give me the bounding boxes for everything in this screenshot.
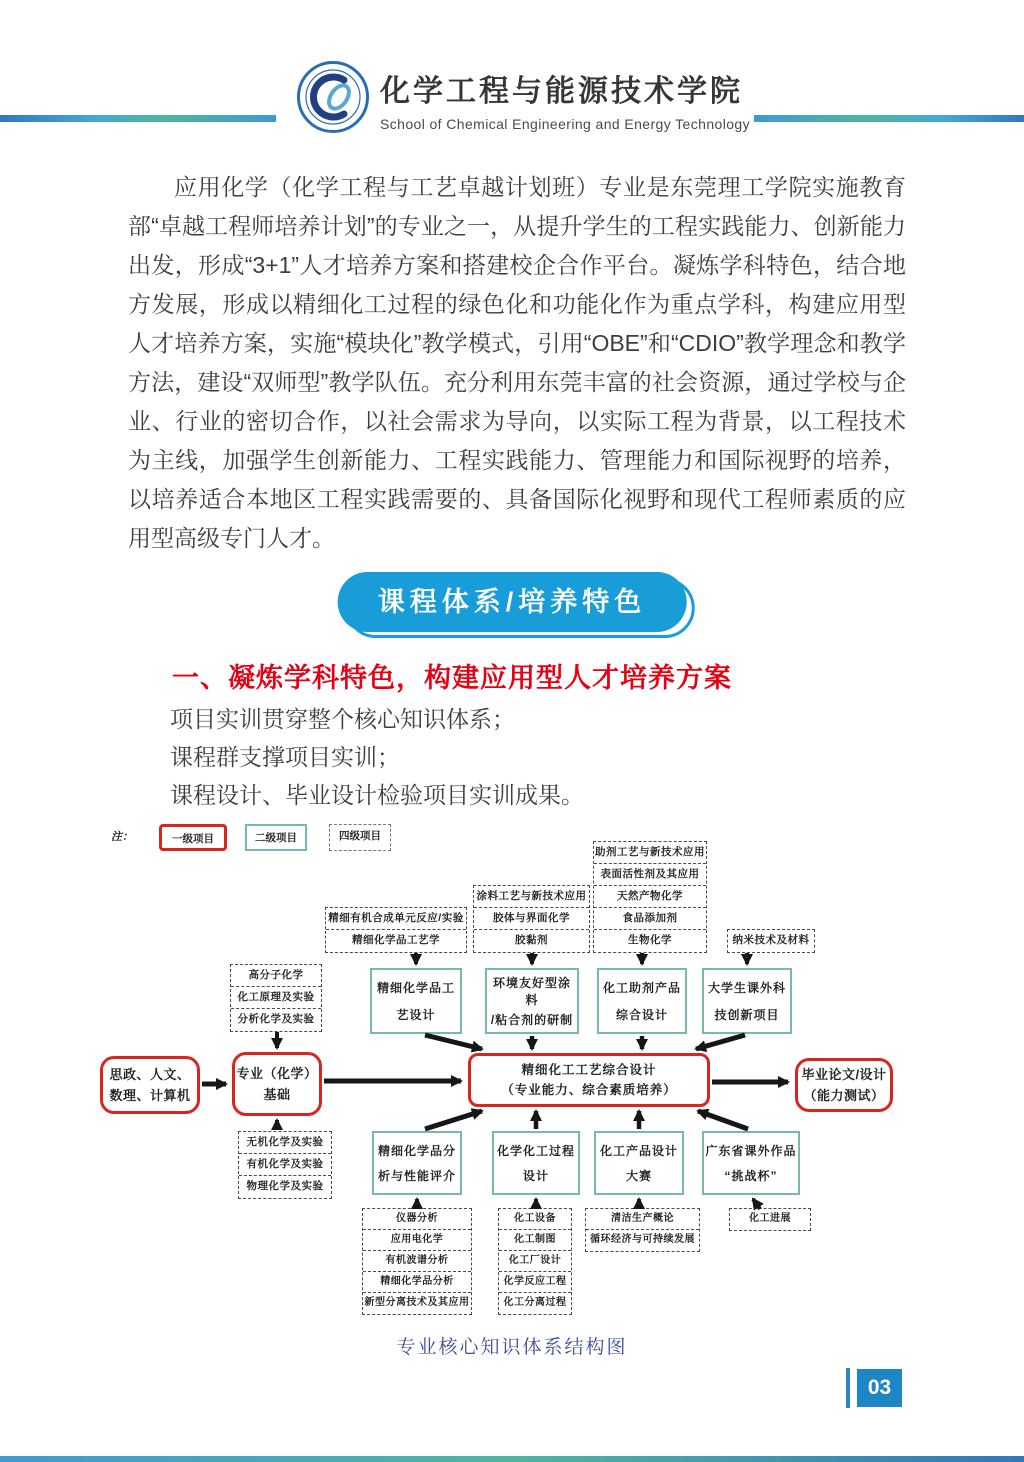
box-line: 技创新项目 bbox=[714, 1007, 780, 1022]
box-line: 广东省课外作品 bbox=[705, 1143, 797, 1158]
course-row: 纳米技术及材料 bbox=[732, 934, 810, 946]
course-row: 高分子化学 bbox=[231, 965, 321, 987]
course-row: 精细有机合成单元反应/实验 bbox=[326, 908, 466, 930]
course-row: 化工进展 bbox=[749, 1213, 791, 1224]
course-row: 精细化学品分析 bbox=[363, 1272, 471, 1293]
course-row: 化工制图 bbox=[499, 1230, 571, 1251]
box-line: 析与性能评介 bbox=[377, 1169, 456, 1184]
box-line: 化学化工过程 bbox=[496, 1143, 575, 1158]
stack-basic-chem bbox=[238, 1131, 332, 1199]
level2-process-design bbox=[370, 968, 462, 1034]
course-row: 分析化学及实验 bbox=[237, 1013, 315, 1025]
box-line: 设计 bbox=[522, 1169, 549, 1184]
level2-student-innovation bbox=[702, 968, 792, 1034]
section-bullets bbox=[170, 700, 584, 814]
box-line: 精细化学品分 bbox=[377, 1143, 456, 1158]
bottom-edge-strip bbox=[0, 1456, 1024, 1462]
course-row: 仪器分析 bbox=[363, 1209, 471, 1230]
page-number-badge: 03 bbox=[857, 1369, 902, 1407]
legend-level1: 一级项目 bbox=[159, 824, 227, 851]
box-line: 精细化学品工 bbox=[376, 981, 455, 996]
level2-auxiliary-products bbox=[597, 968, 687, 1034]
course-row: 循环经济与可持续发展 bbox=[590, 1234, 695, 1245]
stack-equipment bbox=[498, 1208, 572, 1315]
course-row: 胶黏剂 bbox=[515, 934, 548, 946]
course-row: 化工设备 bbox=[499, 1209, 571, 1230]
bullet-line: 课程群支撑项目实训； bbox=[170, 744, 400, 770]
level1-central-design bbox=[468, 1053, 710, 1107]
course-row: 天然产物化学 bbox=[594, 886, 706, 908]
box-line: 毕业论文/设计 bbox=[801, 1067, 887, 1082]
course-row: 食品添加剂 bbox=[594, 908, 706, 930]
box-line: （专业能力、综合素质培养） bbox=[501, 1083, 677, 1097]
level2-product-design-contest bbox=[594, 1131, 684, 1195]
stack-progress bbox=[729, 1208, 811, 1231]
course-row: 胶体与界面化学 bbox=[474, 908, 589, 930]
box-line: 环境友好型涂料 bbox=[492, 975, 571, 1007]
legend-level2: 二级项目 bbox=[245, 824, 307, 851]
box-line: 基础 bbox=[263, 1087, 291, 1102]
course-row: 助剂工艺与新技术应用 bbox=[594, 842, 706, 864]
box-line: /粘合剂的研制 bbox=[490, 1013, 574, 1028]
box-line: 专业（化学） bbox=[236, 1066, 318, 1081]
page-subtitle: School of Chemical Engineering and Energy Technology bbox=[380, 116, 750, 132]
course-row: 精细化学品工艺学 bbox=[352, 934, 440, 946]
stack-additives bbox=[593, 841, 707, 953]
level1-major-foundation bbox=[232, 1052, 322, 1116]
diagram-caption: 专业核心知识体系结构图 bbox=[396, 1337, 628, 1358]
box-line: （能力测试） bbox=[803, 1088, 885, 1103]
section-banner-label: 课程体系/培养特色 bbox=[377, 587, 647, 617]
box-line: 综合设计 bbox=[615, 1007, 668, 1022]
course-row: 涂料工艺与新技术应用 bbox=[474, 886, 589, 908]
bullet-line: 项目实训贯穿整个核心知识体系； bbox=[170, 706, 515, 732]
box-line: 思政、人文、 bbox=[109, 1067, 191, 1082]
course-row: 有机化学及实验 bbox=[239, 1154, 331, 1176]
box-line: 化工助剂产品 bbox=[602, 981, 681, 996]
course-row: 化工分离过程 bbox=[503, 1297, 567, 1308]
bullet-line: 课程设计、毕业设计检验项目实训成果。 bbox=[170, 782, 584, 808]
level2-eco-coatings bbox=[485, 968, 579, 1034]
course-row: 化工原理及实验 bbox=[231, 987, 321, 1009]
knowledge-system-diagram bbox=[95, 818, 925, 1323]
section-heading: 一、凝炼学科特色，构建应用型人才培养方案 bbox=[172, 663, 732, 693]
course-row: 有机波谱分析 bbox=[363, 1251, 471, 1272]
level2-chem-process-design bbox=[492, 1131, 580, 1195]
box-line: 化工产品设计 bbox=[599, 1143, 678, 1158]
intro-paragraph: 应用化学（化学工程与工艺卓越计划班）专业是东莞理工学院实施教育部“卓越工程师培养计划”的专业之一，从提升学生的工程实践能力、创新能力出发，形成“3+1”人才培养方案和搭建校企合作平台。凝炼学科特色，结合地方发展，形成以精细化工过程的绿色化和功能化作为重点学科，构建应用型人才培养方案，实施“模块化”教学模式，引用“OBE”和“CDIO”教学理念和教学方法，建设“双师型”教学队伍。充分利用东莞丰富的社会资源，通过学校与企业、行业的密切合作，以社会需求为导向，以实际工程为背景，以工程技术为主线，加强学生创新能力、工程实践能力、管理能力和国际视野的培养，以培养适合本地区工程实践需要的、具备国际化视野和现代工程师素质的应用型高级专门人才。 bbox=[128, 174, 906, 551]
legend-note-label: 注： bbox=[111, 831, 133, 843]
level1-general-foundation bbox=[100, 1056, 200, 1114]
box-line: 精细化工工艺综合设计 bbox=[521, 1063, 657, 1077]
stack-nano bbox=[727, 929, 815, 953]
legend-level4: 四级项目 bbox=[329, 824, 391, 851]
box-line: “挑战杯” bbox=[724, 1169, 778, 1184]
box-line: 数理、计算机 bbox=[109, 1088, 191, 1103]
box-line: 大赛 bbox=[625, 1169, 652, 1184]
level2-performance-evaluation bbox=[372, 1131, 462, 1195]
page-title: 化学工程与能源技术学院 bbox=[380, 75, 743, 108]
school-emblem-logo bbox=[296, 60, 370, 134]
stack-clean-production bbox=[585, 1208, 700, 1252]
course-row: 清洁生产概论 bbox=[586, 1209, 699, 1230]
level2-challenge-cup bbox=[702, 1131, 800, 1195]
course-row: 新型分离技术及其应用 bbox=[364, 1297, 470, 1308]
course-row: 表面活性剂及其应用 bbox=[594, 864, 706, 886]
course-row: 化学反应工程 bbox=[499, 1272, 571, 1293]
course-row: 生物化学 bbox=[628, 934, 672, 946]
box-line: 大学生课外科 bbox=[707, 981, 786, 996]
section-banner bbox=[338, 572, 687, 632]
stack-analysis bbox=[362, 1208, 472, 1315]
stack-coatings bbox=[473, 885, 590, 953]
course-row: 无机化学及实验 bbox=[239, 1132, 331, 1154]
course-row: 应用电化学 bbox=[363, 1230, 471, 1251]
stack-fine-synthesis bbox=[325, 907, 467, 953]
stack-polymer bbox=[230, 964, 322, 1032]
course-row: 化工厂设计 bbox=[499, 1251, 571, 1272]
header-divider-left bbox=[0, 115, 276, 122]
box-line: 艺设计 bbox=[396, 1007, 436, 1022]
page-number-accent-bar bbox=[846, 1368, 850, 1408]
level1-thesis bbox=[795, 1058, 893, 1112]
course-row: 物理化学及实验 bbox=[246, 1180, 324, 1192]
